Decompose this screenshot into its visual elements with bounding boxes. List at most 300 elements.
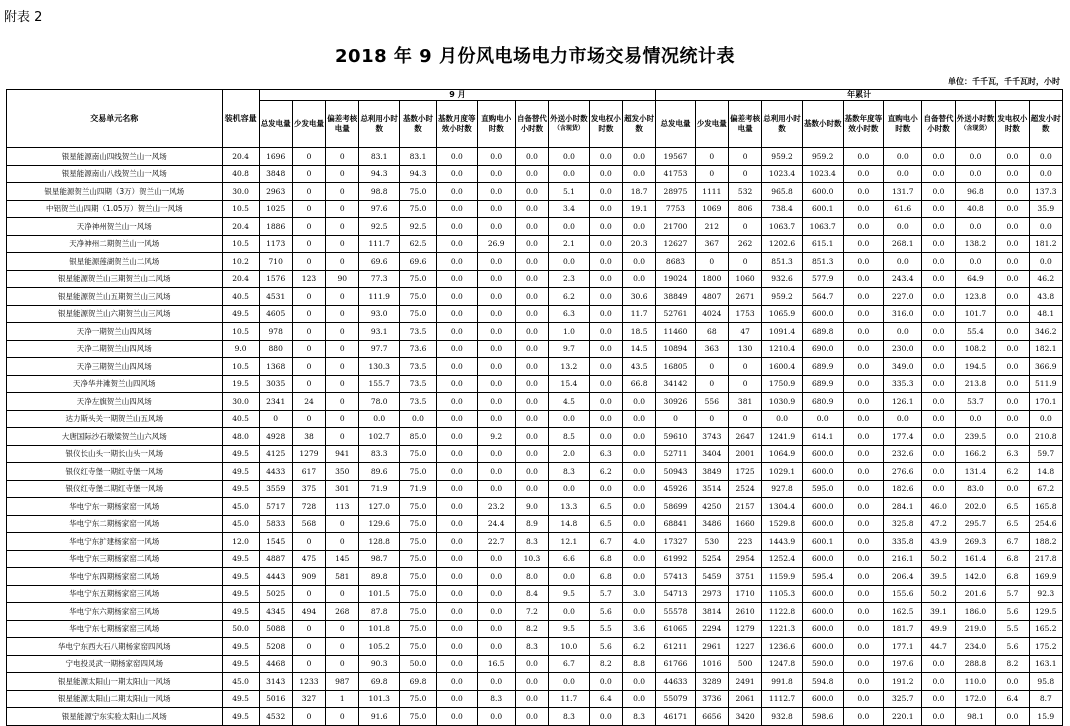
value-cell: 16805 xyxy=(656,358,695,376)
value-cell: 210.8 xyxy=(1029,428,1062,446)
value-cell: 49.5 xyxy=(222,445,259,463)
table-row xyxy=(7,515,1063,533)
value-cell: 880 xyxy=(259,340,292,358)
value-cell: 600.0 xyxy=(802,305,843,323)
value-cell: 0.0 xyxy=(623,673,656,691)
value-cell: 30.0 xyxy=(222,393,259,411)
value-cell: 155.6 xyxy=(884,585,922,603)
value-cell: 0 xyxy=(326,375,359,393)
unit-name-cell: 银星能源太阳山一期太阳山一风场 xyxy=(7,673,223,691)
value-cell: 1236.6 xyxy=(762,638,803,656)
value-cell: 0.0 xyxy=(515,200,548,218)
value-cell: 46.2 xyxy=(1029,270,1062,288)
value-cell: 1029.1 xyxy=(762,463,803,481)
year-header-2: 偏差考核电量 xyxy=(728,101,761,148)
value-cell: 0.0 xyxy=(922,218,955,236)
value-cell: 0.0 xyxy=(996,253,1029,271)
value-cell: 851.3 xyxy=(802,253,843,271)
table-row xyxy=(7,253,1063,271)
value-cell: 927.8 xyxy=(762,480,803,498)
value-cell: 0.0 xyxy=(477,445,515,463)
value-cell: 0.0 xyxy=(515,253,548,271)
value-cell: 64.9 xyxy=(955,270,996,288)
value-cell: 3559 xyxy=(259,480,292,498)
value-cell: 6.7 xyxy=(589,533,622,551)
value-cell: 600.0 xyxy=(802,498,843,516)
year-header-3: 总利用小时数 xyxy=(762,101,803,148)
value-cell: 1304.4 xyxy=(762,498,803,516)
value-cell: 3814 xyxy=(695,603,728,621)
value-cell: 201.6 xyxy=(955,585,996,603)
value-cell: 3514 xyxy=(695,480,728,498)
value-cell: 20.3 xyxy=(623,235,656,253)
value-cell: 0 xyxy=(292,620,325,638)
value-cell: 0 xyxy=(695,375,728,393)
value-cell: 1443.9 xyxy=(762,533,803,551)
value-cell: 0 xyxy=(326,235,359,253)
value-cell: 2610 xyxy=(728,603,761,621)
value-cell: 0.0 xyxy=(477,585,515,603)
table-row xyxy=(7,655,1063,673)
value-cell: 1545 xyxy=(259,533,292,551)
value-cell: 6.8 xyxy=(996,568,1029,586)
value-cell: 600.0 xyxy=(802,445,843,463)
value-cell: 0.0 xyxy=(515,165,548,183)
value-cell: 0.0 xyxy=(623,480,656,498)
value-cell: 0 xyxy=(326,218,359,236)
value-cell: 1030.9 xyxy=(762,393,803,411)
unit-name-cell: 天净三期贺兰山四风场 xyxy=(7,358,223,376)
value-cell: 83.1 xyxy=(359,148,400,166)
value-cell: 30.6 xyxy=(623,288,656,306)
table-row xyxy=(7,323,1063,341)
value-cell: 0.0 xyxy=(996,200,1029,218)
unit-name-cell: 华电宁东六期杨家窑三风场 xyxy=(7,603,223,621)
value-cell: 4433 xyxy=(259,463,292,481)
value-cell: 0 xyxy=(326,620,359,638)
value-cell: 10.0 xyxy=(549,638,590,656)
value-cell: 689.9 xyxy=(802,375,843,393)
value-cell: 0.0 xyxy=(589,253,622,271)
year-header-7: 自备替代小时数 xyxy=(922,101,955,148)
value-cell: 0.0 xyxy=(515,655,548,673)
value-cell: 177.1 xyxy=(884,638,922,656)
value-cell: 1025 xyxy=(259,200,292,218)
value-cell: 0.0 xyxy=(515,375,548,393)
value-cell: 5254 xyxy=(695,550,728,568)
value-cell: 130.3 xyxy=(359,358,400,376)
value-cell: 0.0 xyxy=(477,183,515,201)
value-cell: 0.0 xyxy=(400,410,437,428)
value-cell: 1064.9 xyxy=(762,445,803,463)
value-cell: 0.0 xyxy=(436,690,477,708)
value-cell: 0.0 xyxy=(884,165,922,183)
value-cell: 0 xyxy=(292,305,325,323)
value-cell: 53.7 xyxy=(955,393,996,411)
unit-name-cell: 华电宁东五期杨家窑三风场 xyxy=(7,585,223,603)
value-cell: 1241.9 xyxy=(762,428,803,446)
table-row xyxy=(7,358,1063,376)
value-cell: 2.3 xyxy=(549,270,590,288)
value-cell: 1725 xyxy=(728,463,761,481)
value-cell: 0.0 xyxy=(477,550,515,568)
value-cell: 1023.4 xyxy=(802,165,843,183)
value-cell: 43.9 xyxy=(922,533,955,551)
value-cell: 0.0 xyxy=(436,183,477,201)
value-cell: 475 xyxy=(292,550,325,568)
month-header-5: 基数月度等效小时数 xyxy=(436,101,477,148)
value-cell: 1227 xyxy=(728,638,761,656)
value-cell: 0 xyxy=(292,148,325,166)
value-cell: 932.6 xyxy=(762,270,803,288)
value-cell: 0.0 xyxy=(436,638,477,656)
value-cell: 3751 xyxy=(728,568,761,586)
value-cell: 4443 xyxy=(259,568,292,586)
value-cell: 8.2 xyxy=(515,620,548,638)
value-cell: 137.3 xyxy=(1029,183,1062,201)
value-cell: 0.0 xyxy=(1029,253,1062,271)
value-cell: 0.0 xyxy=(1029,410,1062,428)
value-cell: 349.0 xyxy=(884,358,922,376)
value-cell: 0.0 xyxy=(589,165,622,183)
unit-name-cell: 银星能源贺兰山五期贺兰山三风场 xyxy=(7,288,223,306)
month-header-4: 基数小时数 xyxy=(400,101,437,148)
value-cell: 0.0 xyxy=(436,550,477,568)
value-cell: 0 xyxy=(292,288,325,306)
value-cell: 564.7 xyxy=(802,288,843,306)
value-cell: 0 xyxy=(326,655,359,673)
value-cell: 13.2 xyxy=(549,358,590,376)
value-cell: 45.0 xyxy=(222,673,259,691)
value-cell: 0.0 xyxy=(843,340,884,358)
month-header-0: 总发电量 xyxy=(259,101,292,148)
value-cell: 0 xyxy=(695,358,728,376)
value-cell: 20.4 xyxy=(222,148,259,166)
value-cell: 0.0 xyxy=(515,305,548,323)
value-cell: 2001 xyxy=(728,445,761,463)
value-cell: 49.5 xyxy=(222,568,259,586)
value-cell: 55.4 xyxy=(955,323,996,341)
value-cell: 1247.8 xyxy=(762,655,803,673)
value-cell: 0.0 xyxy=(623,690,656,708)
unit-name-cell: 天净神州贺兰山一风场 xyxy=(7,218,223,236)
value-cell: 219.0 xyxy=(955,620,996,638)
value-cell: 50.2 xyxy=(922,585,955,603)
value-cell: 2671 xyxy=(728,288,761,306)
value-cell: 0 xyxy=(326,358,359,376)
value-cell: 0.0 xyxy=(843,550,884,568)
value-cell: 1252.4 xyxy=(762,550,803,568)
table-row xyxy=(7,288,1063,306)
value-cell: 1.0 xyxy=(549,323,590,341)
value-cell: 197.6 xyxy=(884,655,922,673)
waisong-note: （含现货） xyxy=(553,125,584,132)
value-cell: 8.7 xyxy=(1029,690,1062,708)
value-cell: 590.0 xyxy=(802,655,843,673)
value-cell: 1063.7 xyxy=(802,218,843,236)
value-cell: 0.0 xyxy=(922,288,955,306)
unit-name-cell: 天净二期贺兰山四风场 xyxy=(7,340,223,358)
value-cell: 38 xyxy=(292,428,325,446)
value-cell: 0.0 xyxy=(996,218,1029,236)
value-cell: 0 xyxy=(292,638,325,656)
value-cell: 615.1 xyxy=(802,235,843,253)
table-row xyxy=(7,708,1063,726)
value-cell: 0 xyxy=(326,200,359,218)
value-cell: 61766 xyxy=(656,655,695,673)
value-cell: 0.0 xyxy=(843,165,884,183)
value-cell: 2973 xyxy=(695,585,728,603)
value-cell: 92.5 xyxy=(359,218,400,236)
value-cell: 11.7 xyxy=(623,305,656,323)
value-cell: 0.0 xyxy=(922,690,955,708)
value-cell: 4605 xyxy=(259,305,292,323)
value-cell: 9.2 xyxy=(477,428,515,446)
value-cell: 0.0 xyxy=(477,253,515,271)
attachment-label: 附表 2 xyxy=(4,10,43,25)
value-cell: 0 xyxy=(326,183,359,201)
value-cell: 0.0 xyxy=(589,305,622,323)
value-cell: 16.5 xyxy=(477,655,515,673)
value-cell: 98.8 xyxy=(359,183,400,201)
table-row xyxy=(7,550,1063,568)
value-cell: 92.3 xyxy=(1029,585,1062,603)
value-cell: 227.0 xyxy=(884,288,922,306)
value-cell: 0.0 xyxy=(884,410,922,428)
value-cell: 1886 xyxy=(259,218,292,236)
value-cell: 0.0 xyxy=(436,323,477,341)
value-cell: 0.0 xyxy=(922,253,955,271)
value-cell: 13.3 xyxy=(549,498,590,516)
value-cell: 30.0 xyxy=(222,183,259,201)
value-cell: 83.0 xyxy=(955,480,996,498)
value-cell: 1016 xyxy=(695,655,728,673)
value-cell: 0.0 xyxy=(623,393,656,411)
value-cell: 0.0 xyxy=(436,463,477,481)
value-cell: 61065 xyxy=(656,620,695,638)
value-cell: 15.9 xyxy=(1029,708,1062,726)
value-cell: 131.4 xyxy=(955,463,996,481)
value-cell: 24 xyxy=(292,393,325,411)
value-cell: 1233 xyxy=(292,673,325,691)
value-cell: 2.0 xyxy=(549,445,590,463)
waisong-note: （含现货） xyxy=(960,125,991,132)
value-cell: 12.1 xyxy=(549,533,590,551)
value-cell: 0.0 xyxy=(623,253,656,271)
value-cell: 728 xyxy=(292,498,325,516)
value-cell: 0.0 xyxy=(843,410,884,428)
value-cell: 0.0 xyxy=(477,375,515,393)
value-cell: 9.0 xyxy=(515,498,548,516)
value-cell: 0.0 xyxy=(762,410,803,428)
value-cell: 0 xyxy=(695,165,728,183)
value-cell: 98.1 xyxy=(955,708,996,726)
value-cell: 4928 xyxy=(259,428,292,446)
value-cell: 0.0 xyxy=(477,340,515,358)
value-cell: 6.3 xyxy=(549,305,590,323)
value-cell: 0.0 xyxy=(477,638,515,656)
value-cell: 0.0 xyxy=(843,463,884,481)
table-row xyxy=(7,620,1063,638)
value-cell: 75.0 xyxy=(400,515,437,533)
year-header-6: 直购电小时数 xyxy=(884,101,922,148)
value-cell: 3.4 xyxy=(549,200,590,218)
value-cell: 3736 xyxy=(695,690,728,708)
value-cell: 5459 xyxy=(695,568,728,586)
value-cell: 4887 xyxy=(259,550,292,568)
value-cell: 55578 xyxy=(656,603,695,621)
value-cell: 3035 xyxy=(259,375,292,393)
value-cell: 8.4 xyxy=(515,585,548,603)
value-cell: 350 xyxy=(326,463,359,481)
unit-name-cell: 银仪红寺堡二期红寺堡一风场 xyxy=(7,480,223,498)
value-cell: 598.6 xyxy=(802,708,843,726)
value-cell: 75.0 xyxy=(400,603,437,621)
value-cell: 9.5 xyxy=(549,620,590,638)
value-cell: 6.2 xyxy=(589,463,622,481)
value-cell: 1111 xyxy=(695,183,728,201)
value-cell: 0.0 xyxy=(623,568,656,586)
value-cell: 0.0 xyxy=(589,218,622,236)
value-cell: 75.0 xyxy=(400,708,437,726)
value-cell: 83.1 xyxy=(400,148,437,166)
value-cell: 0 xyxy=(326,165,359,183)
year-header-4: 基数小时数 xyxy=(802,101,843,148)
value-cell: 0.0 xyxy=(843,253,884,271)
value-cell: 9.5 xyxy=(549,585,590,603)
value-cell: 175.2 xyxy=(1029,638,1062,656)
value-cell: 0.0 xyxy=(436,673,477,691)
value-cell: 0.0 xyxy=(843,288,884,306)
value-cell: 500 xyxy=(728,655,761,673)
value-cell: 0.0 xyxy=(477,358,515,376)
value-cell: 710 xyxy=(259,253,292,271)
value-cell: 0 xyxy=(292,200,325,218)
month-header-6: 直购电小时数 xyxy=(477,101,515,148)
value-cell: 191.2 xyxy=(884,673,922,691)
value-cell: 3743 xyxy=(695,428,728,446)
value-cell: 49.5 xyxy=(222,603,259,621)
value-cell: 129.5 xyxy=(1029,603,1062,621)
value-cell: 0.0 xyxy=(436,393,477,411)
trade-statistics-table xyxy=(6,89,1063,726)
value-cell: 0.0 xyxy=(477,393,515,411)
table-row xyxy=(7,533,1063,551)
value-cell: 941 xyxy=(326,445,359,463)
value-cell: 0.0 xyxy=(996,358,1029,376)
value-cell: 3289 xyxy=(695,673,728,691)
value-cell: 14.8 xyxy=(1029,463,1062,481)
value-cell: 6.6 xyxy=(549,550,590,568)
value-cell: 217.8 xyxy=(1029,550,1062,568)
unit-name-cell: 银星能源莲湖贺兰山二风场 xyxy=(7,253,223,271)
value-cell: 0.0 xyxy=(436,253,477,271)
value-cell: 0.0 xyxy=(623,603,656,621)
value-cell: 0.0 xyxy=(922,235,955,253)
value-cell: 49.5 xyxy=(222,655,259,673)
value-cell: 8.3 xyxy=(477,690,515,708)
value-cell: 0.0 xyxy=(589,673,622,691)
value-cell: 0 xyxy=(695,410,728,428)
value-cell: 5.6 xyxy=(589,638,622,656)
value-cell: 1660 xyxy=(728,515,761,533)
value-cell: 494 xyxy=(292,603,325,621)
value-cell: 0.0 xyxy=(589,340,622,358)
value-cell: 71.9 xyxy=(400,480,437,498)
value-cell: 0.0 xyxy=(549,148,590,166)
table-row xyxy=(7,183,1063,201)
value-cell: 0.0 xyxy=(922,165,955,183)
value-cell: 381 xyxy=(728,393,761,411)
value-cell: 1750.9 xyxy=(762,375,803,393)
value-cell: 0.0 xyxy=(589,200,622,218)
value-cell: 0.0 xyxy=(922,323,955,341)
value-cell: 6.7 xyxy=(996,533,1029,551)
value-cell: 600.0 xyxy=(802,463,843,481)
value-cell: 0.0 xyxy=(922,410,955,428)
value-cell: 83.3 xyxy=(359,445,400,463)
unit-name-cell: 银星能源贺兰山六期贺兰山三风场 xyxy=(7,305,223,323)
value-cell: 335.3 xyxy=(884,375,922,393)
value-cell: 0 xyxy=(326,410,359,428)
value-cell: 126.1 xyxy=(884,393,922,411)
value-cell: 0.0 xyxy=(549,165,590,183)
value-cell: 2647 xyxy=(728,428,761,446)
value-cell: 128.8 xyxy=(359,533,400,551)
value-cell: 90 xyxy=(326,270,359,288)
value-cell: 511.9 xyxy=(1029,375,1062,393)
header-capacity: 装机容量 xyxy=(222,90,259,148)
value-cell: 71.9 xyxy=(359,480,400,498)
value-cell: 75.0 xyxy=(400,585,437,603)
value-cell: 5025 xyxy=(259,585,292,603)
value-cell: 1576 xyxy=(259,270,292,288)
value-cell: 0.0 xyxy=(589,183,622,201)
month-header-10: 超发小时数 xyxy=(623,101,656,148)
value-cell: 991.8 xyxy=(762,673,803,691)
value-cell: 325.8 xyxy=(884,515,922,533)
value-cell: 0.0 xyxy=(884,218,922,236)
value-cell: 0.0 xyxy=(549,253,590,271)
value-cell: 23.2 xyxy=(477,498,515,516)
value-cell: 68841 xyxy=(656,515,695,533)
value-cell: 8.5 xyxy=(549,428,590,446)
value-cell: 69.8 xyxy=(400,673,437,691)
value-cell: 11460 xyxy=(656,323,695,341)
value-cell: 0.0 xyxy=(589,270,622,288)
value-cell: 6.8 xyxy=(996,550,1029,568)
value-cell: 0.0 xyxy=(843,498,884,516)
value-cell: 129.6 xyxy=(359,515,400,533)
value-cell: 0 xyxy=(292,375,325,393)
value-cell: 2963 xyxy=(259,183,292,201)
month-header-8: 外送小时数 （含现货） xyxy=(549,101,590,148)
value-cell: 9.0 xyxy=(222,340,259,358)
value-cell: 0.0 xyxy=(996,673,1029,691)
value-cell: 0.0 xyxy=(436,410,477,428)
unit-name-cell: 天净华井滩贺兰山四风场 xyxy=(7,375,223,393)
value-cell: 50.0 xyxy=(400,655,437,673)
value-cell: 0.0 xyxy=(477,200,515,218)
value-cell: 243.4 xyxy=(884,270,922,288)
value-cell: 0.0 xyxy=(843,305,884,323)
value-cell: 170.1 xyxy=(1029,393,1062,411)
value-cell: 0.0 xyxy=(477,568,515,586)
value-cell: 5.7 xyxy=(996,585,1029,603)
value-cell: 75.0 xyxy=(400,533,437,551)
value-cell: 59.7 xyxy=(1029,445,1062,463)
value-cell: 0.0 xyxy=(843,655,884,673)
